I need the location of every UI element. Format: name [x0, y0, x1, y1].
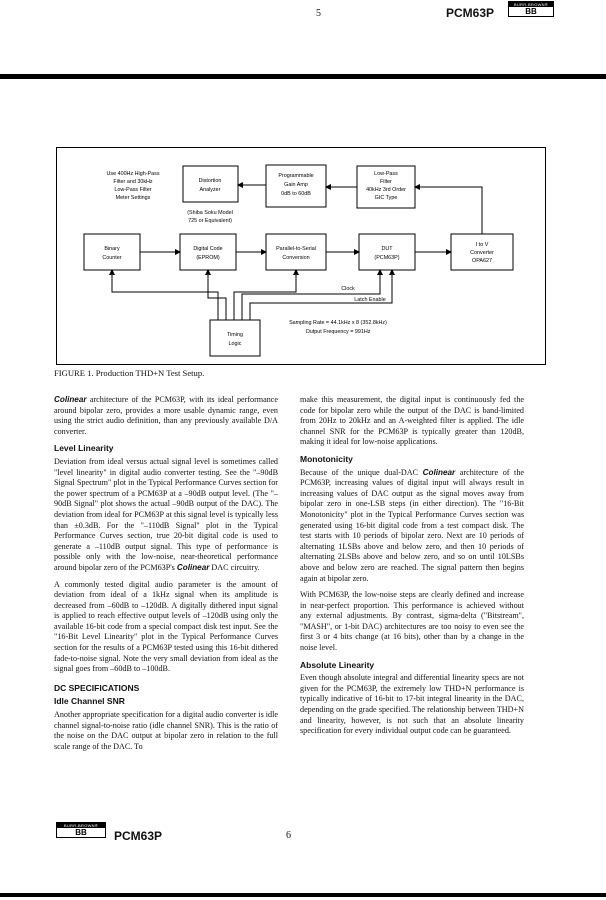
- eprom-block: [180, 234, 236, 270]
- paragraph: [54, 395, 278, 437]
- counter-label: Binary: [104, 246, 120, 252]
- eprom-label: Digital Code: [193, 246, 223, 252]
- paragraph: With PCM63P, the low-noise steps are clearly defined and increase in near-perfect proportion. This performance is achieved without any external adjustments. By contrast, sigma-delta ("Bitstream", "MASH", or 1-bit DAC) architectures are too noisy to even see the first 3 or 4 bits change (at 16 bits), other than by a change in the noise level.: [300, 590, 524, 653]
- logo-mark: BB: [57, 828, 105, 837]
- paragraph: [54, 457, 278, 574]
- itov-label: Converter: [470, 250, 494, 256]
- timing-logic-block: [210, 320, 260, 356]
- p2s-label: Conversion: [282, 255, 310, 261]
- part-number-top: PCM63P: [446, 6, 495, 20]
- paragraph: [300, 468, 524, 585]
- paragraph-text: Because of the unique dual-DAC: [300, 467, 423, 477]
- burr-brown-logo-bottom: [56, 822, 106, 838]
- counter-label: Counter: [102, 255, 122, 261]
- lowpass-label: Low-Pass: [374, 171, 398, 177]
- test-setup-diagram: [0, 0, 606, 400]
- paragraph: Another appropriate specification for a digital audio converter is idle channel signal-to-noise ratio (idle channel SNR). This is the ratio of the noise on the DAC output at bipolar zero in relation to the full scale range of the DAC. To: [54, 710, 278, 751]
- distortion-analyzer-block: [183, 166, 238, 202]
- logo-brand-text: BURR-BROWN®: [509, 2, 553, 7]
- heading-dc-specifications: DC SPECIFICATIONS: [54, 682, 140, 693]
- distortion-label: Distortion: [198, 178, 222, 184]
- gain-amp-label: 0dB to 60dB: [281, 191, 311, 197]
- binary-counter-block: [84, 234, 140, 270]
- paragraph-text: Deviation from ideal versus actual signal level is sometimes called "level linearity" in digital audio converter testing. See the "–90dB Signal Spectrum" plot in the Typical Performance Curves section for the power spectrum of a PCM63P at a –90dB output level. (The "–90dB Signal" plot shows the actual –90dB output of the DAC). The deviation from ideal for PCM63P at this signal level is typically less than ±0.3dB. For the "–110dB Signal" plot in the Typical Performance Curves section, true 20-bit digital code is used to generate a –110dB output signal. This type of performance is possible only with the low-noise, near-theoretical performance around bipolar zero of the PCM63P's: [54, 456, 278, 572]
- dut-label: (PCM63P): [374, 255, 400, 261]
- timing-label: Logic: [228, 341, 242, 347]
- shiba-label: (Shiba Soku Model: [187, 210, 233, 216]
- note-filter-line: Use 400Hz High-Pass: [106, 171, 160, 177]
- part-number-bottom: PCM63P: [114, 829, 163, 843]
- colinear-word: Colinear: [422, 467, 456, 477]
- paragraph-text: architecture of the PCM63P, with its ideal performance around bipolar zero, provides a more usable dynamic range, even using the strict audio definition, than any previously available D/A converter.: [54, 395, 278, 436]
- clock-label: Clock: [341, 286, 355, 292]
- right-column: [300, 395, 524, 743]
- heading-level-linearity: Level Linearity: [54, 443, 114, 454]
- gain-amp-label: Programmable: [278, 173, 314, 179]
- colinear-word: Colinear: [54, 395, 87, 404]
- sampling-label: Sampling Rate = 44.1kHz x 8 (352.8kHz): [289, 320, 387, 326]
- distortion-label: Analyzer: [199, 187, 221, 193]
- page-number-bottom: 6: [286, 830, 291, 841]
- shiba-label: 725 or Equivalent): [188, 218, 232, 224]
- left-column: [54, 395, 278, 758]
- note-filter-line: Meter Settings: [115, 195, 151, 201]
- paragraph-text: DAC circuitry.: [209, 562, 260, 572]
- paragraph: make this measurement, the digital input is continuously fed the code for bipolar zero while the output of the DAC is band-limited from 20Hz to 20kHz and an A-weighted filter is applied. The idle channel SNR for the PCM63P is typically greater than 120dB, making it ideal for low-noise applications.: [300, 395, 524, 447]
- heading-idle-channel-snr: Idle Channel SNR: [54, 696, 125, 707]
- paragraph: Even though absolute integral and differential linearity specs are not given for the PCM63P, the extremely low THD+N performance is typically indicative of 16-bit to 17-bit integral linearity in the DAC, depending on the grade specified. The relationship between THD+N and linearity, however, is not such that an absolute linearity specification for every individual output code can be guaranteed.: [300, 673, 524, 736]
- note-filter-line: Filter and 30kHz: [113, 179, 153, 185]
- paragraph: A commonly tested digital audio parameter is the amount of deviation from ideal of a 1kHz signal when its amplitude is decreased from –60dB to –120dB. A digitally dithered input signal is applied to reach effective output levels of –120dB using only the available 16-bit code from a special compact disk test input. See the "16-Bit Level Linearity" plot in the Typical Performance Curves section for the results of a PCM63P tested using this 16-bit dithered fade-to-noise signal. Note the very small deviation from ideal as the signal goes from –60dB to –100dB.: [54, 579, 278, 674]
- heading-absolute-linearity: Absolute Linearity: [300, 659, 375, 670]
- gain-amp-label: Gain Amp: [284, 182, 308, 188]
- lowpass-label: 40kHz 3rd Order: [366, 187, 406, 193]
- eprom-label: (EPROM): [196, 255, 220, 261]
- itov-label: I to V: [475, 242, 489, 248]
- paragraph-text: architecture of the PCM63P, increasing values of digital input will always result in increasing values of DAC output as the signal moves away from bipolar zero in one-LSB steps (in either direction). The "16-Bit Monotonicity" plot in the Typical Performance Curves section was generated using 16-bit digital code from a test compact disk. The test starts with 10 periods of bipolar zero. Next are 10 periods of alternating 1LSBs above and below zero, and then 10 periods of alternating 2LSBs above and below zero, and so on until 10LSBs above and below zero are reached. The signal pattern then begins again at bipolar zero.: [300, 467, 524, 583]
- lowpass-label: GIC Type: [374, 195, 398, 201]
- colinear-word: Colinear: [176, 562, 210, 572]
- timing-label: Timing: [227, 332, 243, 338]
- itov-label: OPA627: [472, 258, 492, 264]
- page-number-top: 5: [316, 8, 321, 19]
- lowpass-label: Filter: [380, 179, 392, 185]
- heading-monotonicity: Monotonicity: [300, 453, 353, 464]
- figure-caption: FIGURE 1. Production THD+N Test Setup.: [54, 368, 205, 378]
- dut-label: DUT: [381, 246, 393, 252]
- logo-brand-text: BURR-BROWN®: [57, 823, 105, 828]
- dut-block: [359, 234, 415, 270]
- p2s-label: Parallel-to-Serial: [276, 246, 316, 252]
- sampling-label: Output Frequency = 991Hz: [305, 329, 371, 335]
- note-filter-line: Low-Pass Filter: [114, 187, 152, 193]
- parallel-serial-block: [266, 234, 326, 270]
- logo-mark: BB: [509, 7, 553, 16]
- latch-label: Latch Enable: [354, 297, 386, 303]
- footer-rule: [0, 893, 606, 897]
